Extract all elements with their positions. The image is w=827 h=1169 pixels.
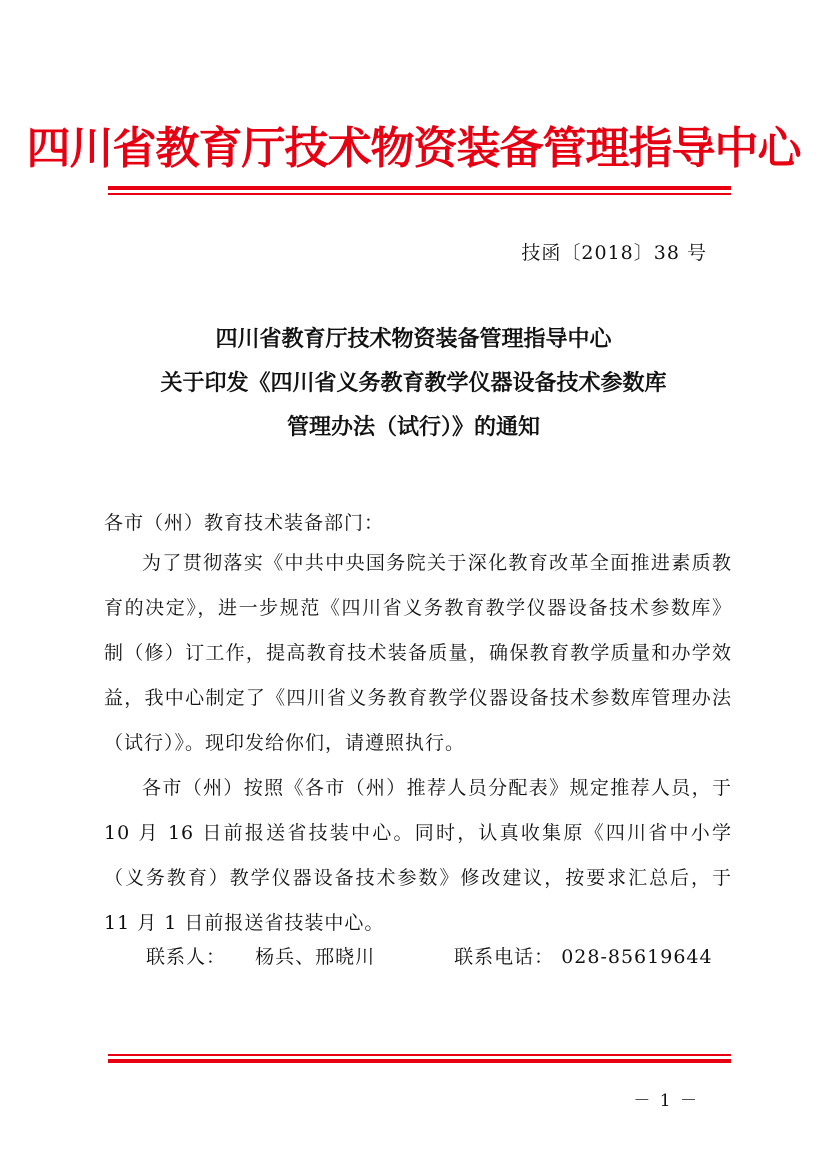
letterhead-divider-thin	[108, 193, 731, 195]
notice-title-line-2: 关于印发《四川省义务教育教学仪器设备技术参数库	[160, 370, 667, 396]
body-paragraph: 为了贯彻落实《中共中央国务院关于深化教育改革全面推进素质教育的决定》，进一步规范《四川省义务教育教学仪器设备技术参数库》制（修）订工作，提高教育技术装备质量，确保教育教学质量和办学效益，我中心制定了《四川省义务教育教学仪器设备技术参数库管理办法（试行）》。现印发给你们，请遵照执行。	[104, 552, 732, 754]
letterhead-divider-thick	[108, 186, 731, 190]
footer-divider-thick	[108, 1059, 731, 1063]
footer-divider-thin	[108, 1054, 731, 1056]
contact-persons: 杨兵、邢晓川	[255, 946, 376, 968]
page-number: － 1 －	[633, 1091, 699, 1111]
document-number: 技函〔2018〕38 号	[521, 242, 707, 264]
contact-phone-label: 联系电话：	[454, 946, 555, 968]
body-paragraph: 各市（州）按照《各市（州）推荐人员分配表》规定推荐人员，于 10 月 16 日前报送省技装中心。同时，认真收集原《四川省中小学（义务教育）教学仪器设备技术参数》修改建议，按要求汇总后，于 11 月 1 日前报送省技装中心。	[104, 777, 732, 934]
contact-phone: 028-85619644	[561, 946, 713, 968]
notice-title-line-3: 管理办法（试行）》的通知	[286, 414, 540, 440]
contact-info	[146, 942, 713, 969]
letterhead-title: 四川省教育厅技术物资装备管理指导中心	[26, 123, 801, 174]
contact-person-label: 联系人：	[146, 946, 227, 968]
salutation: 各市（州）教育技术装备部门：	[104, 512, 385, 534]
notice-title-line-1: 四川省教育厅技术物资装备管理指导中心	[215, 326, 612, 352]
